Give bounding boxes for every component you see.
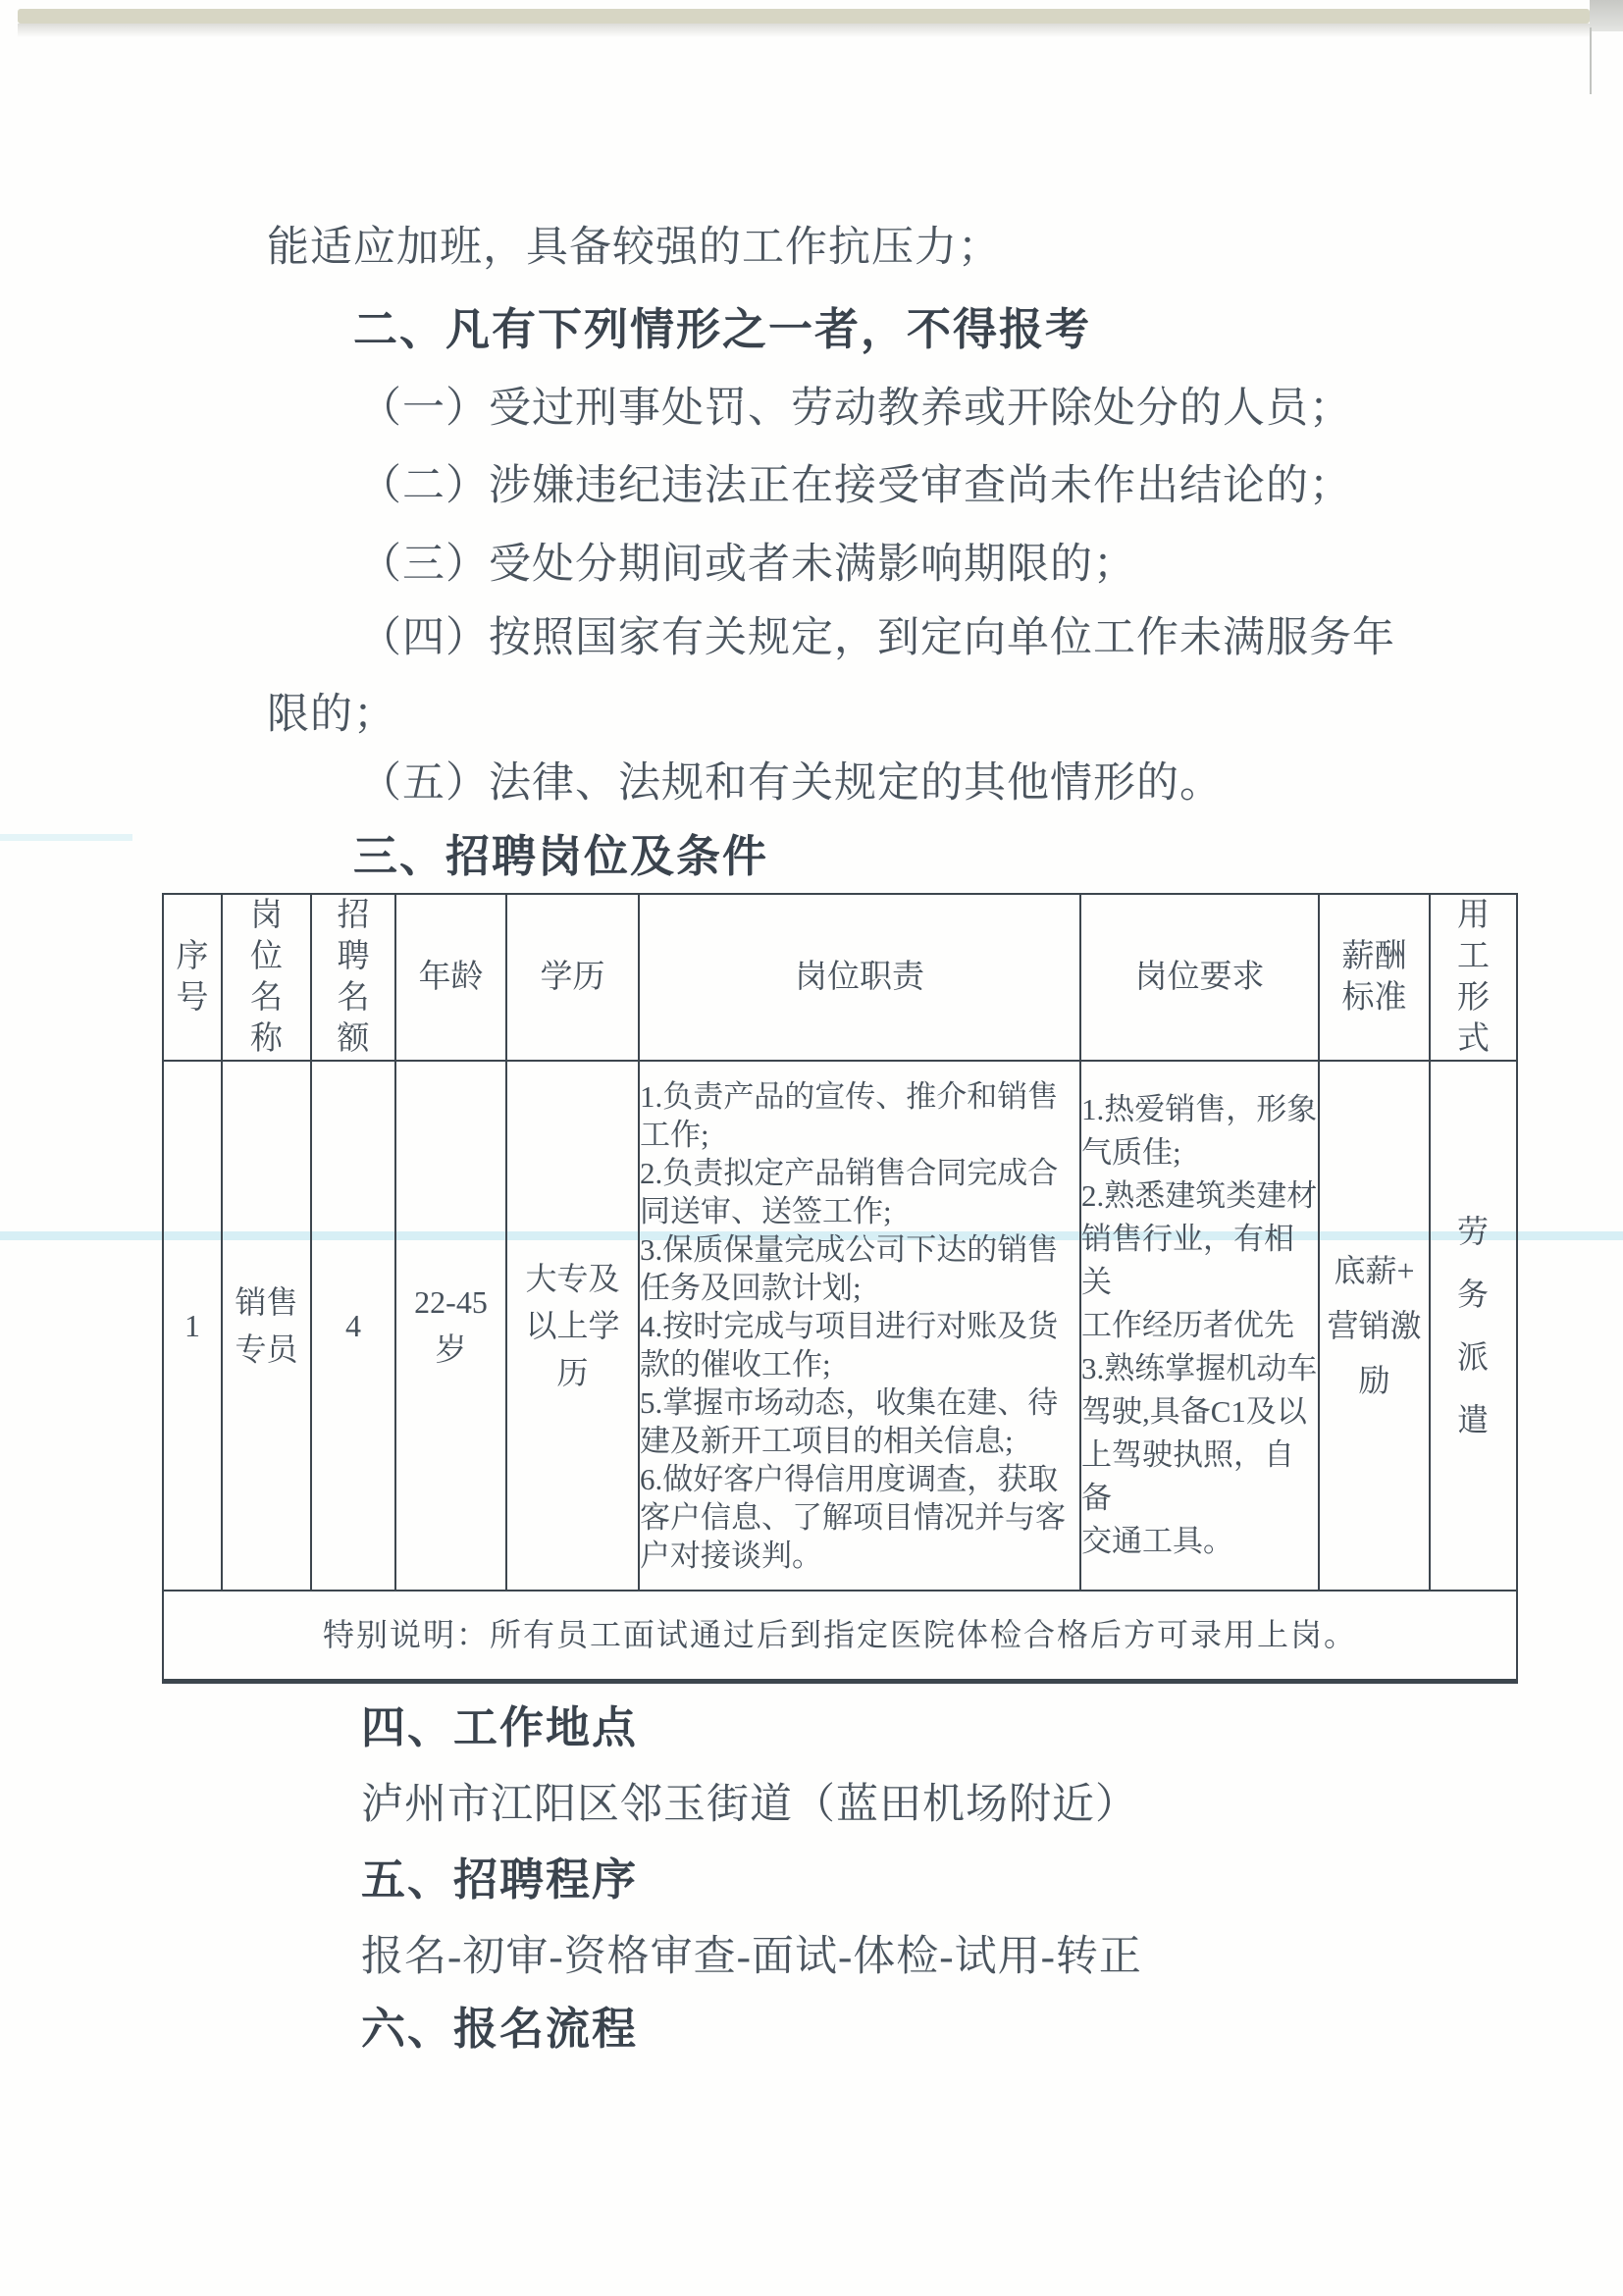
- section-5-heading: 五、招聘程序: [361, 1854, 639, 1905]
- condition-item-2: （二）涉嫌违纪违法正在接受审查尚未作出结论的；: [359, 463, 1352, 509]
- col-header-seq: 序号: [163, 894, 222, 1061]
- section-4-heading: 四、工作地点: [361, 1702, 639, 1752]
- work-location-line: 泸州市江阳区邻玉街道（蓝田机场附近）: [361, 1782, 1138, 1828]
- table-header-row: [163, 894, 1517, 1061]
- condition-item-4: （四）按照国家有关规定，到定向单位工作未满服务年: [359, 615, 1395, 661]
- col-header-salary: 薪酬标准: [1319, 894, 1430, 1061]
- scan-edge-top: [18, 9, 1590, 24]
- cell-education: 大专及 以上学 历: [506, 1061, 639, 1591]
- scan-edge-right-line: [1590, 27, 1592, 94]
- condition-item-1: （一）受过刑事处罚、劳动教养或开除处分的人员；: [359, 386, 1352, 432]
- cell-employment-type: 劳 务 派 遣: [1430, 1061, 1517, 1591]
- col-header-requirements: 岗位要求: [1080, 894, 1319, 1061]
- col-header-age: 年龄: [395, 894, 506, 1061]
- col-header-job-title: 岗位名称: [222, 894, 311, 1061]
- scan-corner-top-right: [1590, 0, 1623, 31]
- section-6-heading: 六、报名流程: [361, 2004, 639, 2054]
- table-note-row: [163, 1591, 1517, 1681]
- col-header-education: 学历: [506, 894, 639, 1061]
- recruit-process-line: 报名-初审-资格审查-面试-体检-试用-转正: [361, 1934, 1142, 1980]
- section-3-heading: 三、招聘岗位及条件: [353, 831, 769, 881]
- col-header-employment-type: 用工形式: [1430, 894, 1517, 1061]
- special-note: 特别说明：所有员工面试通过后到指定医院体检合格后方可录用上岗。: [163, 1591, 1517, 1681]
- recruitment-positions-table: [162, 893, 1518, 1684]
- cell-age: 22-45 岁: [395, 1061, 506, 1591]
- intro-line: 能适应加班，具备较强的工作抗压力；: [267, 225, 1001, 271]
- cell-job-title: 销售 专员: [222, 1061, 311, 1591]
- col-header-headcount: 招聘名额: [311, 894, 395, 1061]
- table-data-row: [163, 1061, 1517, 1591]
- section-2-heading: 二、凡有下列情形之一者，不得报考: [353, 304, 1092, 354]
- condition-item-4-continued: 限的；: [267, 692, 396, 738]
- cell-seq: 1: [163, 1061, 222, 1591]
- condition-item-5: （五）法律、法规和有关规定的其他情形的。: [359, 760, 1223, 807]
- scan-edge-top-shadow: [18, 24, 1590, 37]
- cell-requirements: 1.热爱销售，形象 气质佳; 2.熟悉建筑类建材 销售行业，有相关 工作经历者优先 3.熟练掌握机动车 驾驶,具备C1及以 上驾驶执照，自备 交通工具。: [1080, 1061, 1319, 1591]
- scan-artifact-band-small: [0, 834, 132, 841]
- cell-headcount: 4: [311, 1061, 395, 1591]
- col-header-duties: 岗位职责: [639, 894, 1080, 1061]
- cell-salary: 底薪+ 营销激 励: [1319, 1061, 1430, 1591]
- cell-duties: 1.负责产品的宣传、推介和销售 工作; 2.负责拟定产品销售合同完成合 同送审、送签工作; 3.保质保量完成公司下达的销售 任务及回款计划; 4.按时完成与项目进行对账及货 款的催收工作; 5.掌握市场动态，收集在建、待 建及新开工项目的相关信息; 6.做好客户得信用度调查，获取 客户信息、了解项目情况并与客 户对接谈判。: [639, 1061, 1080, 1591]
- condition-item-3: （三）受处分期间或者未满影响期限的；: [359, 542, 1136, 588]
